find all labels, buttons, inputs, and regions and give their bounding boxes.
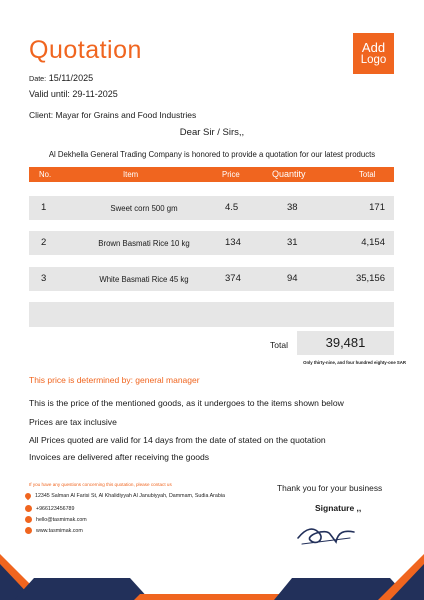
logo-placeholder[interactable] bbox=[353, 33, 394, 74]
date-label: Date: bbox=[29, 74, 47, 83]
header-no: No. bbox=[39, 170, 52, 179]
website-text[interactable]: www.tasmimak.com bbox=[36, 527, 83, 534]
total-value: 39,481 bbox=[297, 331, 394, 355]
term-line: This is the price of the mentioned goods, as it undergoes to the items shown below bbox=[29, 398, 344, 408]
row-quantity: 31 bbox=[287, 237, 298, 248]
table-row bbox=[29, 267, 394, 291]
row-quantity: 94 bbox=[287, 273, 298, 284]
contact-email bbox=[25, 516, 87, 523]
page-title: Quotation bbox=[29, 36, 142, 64]
footer-navy-band-left bbox=[14, 578, 150, 600]
client-label: Client: bbox=[29, 110, 54, 120]
footer-orange-strip bbox=[134, 594, 296, 600]
contact-website bbox=[25, 527, 83, 534]
row-item: White Basmati Rice 45 kg bbox=[99, 275, 189, 284]
email-text[interactable]: hello@tasmimak.com bbox=[36, 516, 87, 523]
client-name: Mayar for Grains and Food Industries bbox=[55, 110, 197, 120]
row-item: Brown Basmati Rice 10 kg bbox=[98, 239, 190, 248]
intro-text: Al Dekhella General Trading Company is honored to provide a quotation for our latest products bbox=[48, 150, 376, 159]
total-label: Total bbox=[270, 340, 288, 350]
total-in-words: Only thirty-nine, and four hundred eighty-one SAR bbox=[303, 360, 406, 365]
table-row-empty bbox=[29, 302, 394, 327]
table-row bbox=[29, 231, 394, 255]
date-line bbox=[29, 73, 93, 83]
email-icon bbox=[25, 516, 32, 523]
contact-phone bbox=[25, 505, 74, 512]
location-pin-icon bbox=[24, 492, 32, 500]
header-quantity: Quantity bbox=[272, 169, 306, 179]
row-quantity: 38 bbox=[287, 202, 298, 213]
valid-until-line bbox=[29, 89, 118, 99]
row-price: 4.5 bbox=[225, 202, 239, 213]
thanks-text: Thank you for your business bbox=[277, 483, 383, 493]
row-total: 35,156 bbox=[355, 273, 385, 284]
phone-text[interactable]: +966123456789 bbox=[36, 505, 75, 512]
row-total: 4,154 bbox=[361, 237, 385, 248]
address-text: 12345 Salman Al Farisi St, Al Khalidiyyah Al Janubiyyah, Dammam, Sudia Arabia bbox=[35, 493, 225, 499]
row-item: Sweet corn 500 gm bbox=[110, 204, 178, 213]
term-line: Invoices are delivered after receiving the goods bbox=[29, 452, 210, 462]
valid-until-label: Valid until: bbox=[29, 89, 70, 99]
phone-icon bbox=[25, 505, 32, 512]
signature-label: Signature ,, bbox=[315, 503, 362, 513]
term-line: Prices are tax inclusive bbox=[29, 417, 117, 427]
row-no: 1 bbox=[41, 202, 47, 213]
table-header bbox=[29, 167, 394, 182]
header-item: Item bbox=[123, 170, 139, 179]
web-icon bbox=[25, 527, 32, 534]
contact-address bbox=[25, 493, 225, 499]
row-price: 134 bbox=[225, 237, 241, 248]
table-row bbox=[29, 196, 394, 220]
row-no: 3 bbox=[41, 273, 47, 284]
determined-by: This price is determined by: general manager bbox=[29, 375, 200, 385]
row-total: 171 bbox=[369, 202, 385, 213]
date-value: 15/11/2025 bbox=[48, 73, 94, 83]
logo-text-line1: Add bbox=[361, 39, 386, 55]
contact-heading: If you have any questions concerning this quotation, please contact us bbox=[29, 482, 172, 487]
valid-until-value: 29-11-2025 bbox=[72, 89, 118, 99]
header-total: Total bbox=[359, 170, 376, 179]
row-no: 2 bbox=[41, 237, 47, 248]
footer-decoration bbox=[0, 540, 424, 600]
header-price: Price bbox=[222, 170, 240, 179]
greeting: Dear Sir / Sirs,, bbox=[179, 127, 245, 138]
row-price: 374 bbox=[225, 273, 241, 284]
client-line bbox=[29, 110, 196, 120]
logo-text-line2: Logo bbox=[360, 54, 387, 67]
term-line: All Prices quoted are valid for 14 days from the date of stated on the quotation bbox=[29, 435, 326, 445]
